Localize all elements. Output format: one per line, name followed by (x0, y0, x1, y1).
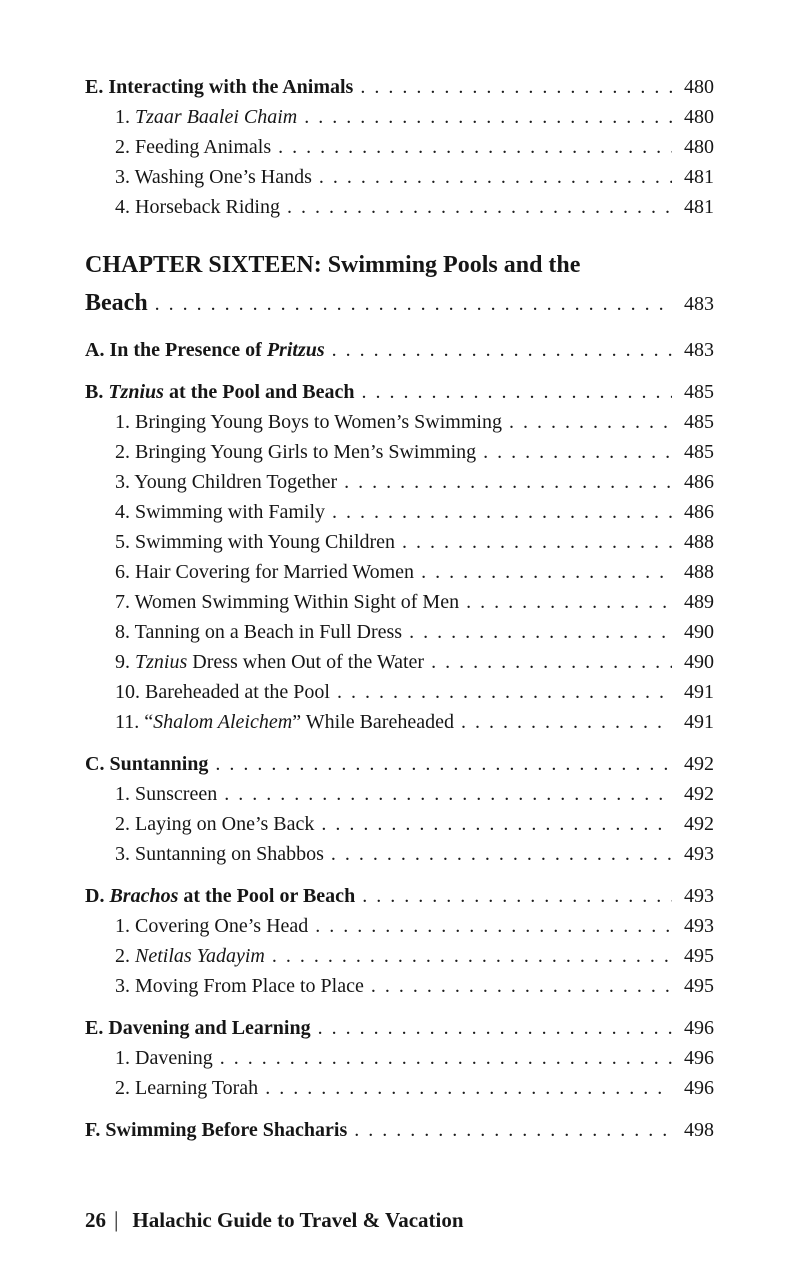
toc-page-number: 485 (684, 411, 714, 433)
toc-entry-title: 1. Davening (115, 1047, 213, 1069)
toc-entry (85, 284, 714, 323)
toc-entry-title: 8. Tanning on a Beach in Full Dress (115, 621, 403, 643)
toc-entry (85, 192, 714, 222)
toc-entry-title: 1. Covering One’s Head (115, 915, 309, 937)
toc-entry-title: 2. Learning Torah (115, 1077, 259, 1099)
toc-entry-title: 4. Horseback Riding (115, 196, 280, 218)
toc-entry (85, 467, 714, 497)
toc-entry (85, 881, 714, 911)
toc-entry-title: 3. Washing One’s Hands (115, 166, 312, 188)
dot-leader (354, 1115, 672, 1145)
toc-entry (85, 72, 714, 102)
toc-list (85, 72, 714, 1145)
dot-leader (466, 587, 672, 617)
dot-leader (272, 941, 672, 971)
toc-entry-title: 2. Bringing Young Girls to Men’s Swimming (115, 441, 477, 463)
toc-entry (85, 377, 714, 407)
toc-entry-title: 2. Laying on One’s Back (115, 813, 315, 835)
toc-entry (85, 587, 714, 617)
toc-entry (85, 971, 714, 1001)
dot-leader (362, 377, 673, 407)
dot-leader (318, 1013, 672, 1043)
toc-entry-title: A. In the Presence of Pritzus (85, 339, 325, 361)
dot-leader (421, 557, 672, 587)
dot-leader (360, 72, 672, 102)
toc-entry (85, 1013, 714, 1043)
toc-entry-title: 9. Tznius Dress when Out of the Water (115, 651, 425, 673)
toc-entry-title: 1. Sunscreen (115, 783, 218, 805)
toc-page-number: 488 (684, 561, 714, 583)
toc-entry (85, 941, 714, 971)
toc-entry-title: 2. Netilas Yadayim (115, 945, 265, 967)
dot-leader (304, 102, 672, 132)
toc-entry (85, 497, 714, 527)
dot-leader (483, 437, 672, 467)
toc-page-number: 486 (684, 471, 714, 493)
toc-entry-title: 3. Young Children Together (115, 471, 338, 493)
dot-leader (461, 707, 672, 737)
dot-leader (332, 497, 672, 527)
toc-entry-title: Beach (85, 290, 148, 316)
dot-leader (362, 881, 672, 911)
footer-page-number: 26 (85, 1208, 106, 1232)
toc-entry-title: B. Tznius at the Pool and Beach (85, 381, 355, 403)
toc-entry (85, 647, 714, 677)
toc-entry-title: 7. Women Swimming Within Sight of Men (115, 591, 460, 613)
toc-page-number: 496 (684, 1017, 714, 1039)
toc-entry (85, 527, 714, 557)
toc-entry (85, 1115, 714, 1145)
footer-separator: | (114, 1207, 119, 1232)
toc-page-number: 495 (684, 945, 714, 967)
toc-entry-title: E. Interacting with the Animals (85, 76, 354, 98)
dot-leader (220, 1043, 672, 1073)
toc-entry-title: 3. Moving From Place to Place (115, 975, 364, 997)
toc-entry (85, 102, 714, 132)
toc-entry-title: 4. Swimming with Family (115, 501, 326, 523)
dot-leader (215, 749, 672, 779)
toc-entry (85, 162, 714, 192)
toc-entry-title: 5. Swimming with Young Children (115, 531, 396, 553)
dot-leader (344, 467, 672, 497)
toc-entry (85, 911, 714, 941)
toc-page-number: 481 (684, 166, 714, 188)
toc-entry-title: F. Swimming Before Shacharis (85, 1119, 348, 1141)
toc-entry-title: 11. “Shalom Aleichem” While Bareheaded (115, 711, 454, 733)
toc-entry (85, 749, 714, 779)
toc-page-number: 485 (684, 381, 714, 403)
toc-page-number: 491 (684, 711, 714, 733)
toc-page-number: 481 (684, 196, 714, 218)
toc-page-number: 498 (684, 1119, 714, 1141)
toc-entry (85, 707, 714, 737)
toc-entry-title: 3. Suntanning on Shabbos (115, 843, 324, 865)
toc-page-number: 495 (684, 975, 714, 997)
dot-leader (319, 162, 672, 192)
toc-entry-title: D. Brachos at the Pool or Beach (85, 885, 356, 907)
dot-leader (431, 647, 672, 677)
toc-page-number: 480 (684, 136, 714, 158)
toc-entry-title: E. Davening and Learning (85, 1017, 311, 1039)
dot-leader (315, 911, 672, 941)
toc-entry-title: 6. Hair Covering for Married Women (115, 561, 415, 583)
toc-entry (85, 1073, 714, 1103)
toc-page-number: 483 (684, 293, 714, 315)
dot-leader (224, 779, 672, 809)
toc-page-number: 493 (684, 885, 714, 907)
toc-page-number: 490 (684, 621, 714, 643)
dot-leader (371, 971, 672, 1001)
page-footer (85, 1207, 714, 1233)
dot-leader (155, 284, 672, 323)
toc-page-number: 489 (684, 591, 714, 613)
dot-leader (337, 677, 672, 707)
toc-page-number: 486 (684, 501, 714, 523)
dot-leader (265, 1073, 672, 1103)
dot-leader (321, 809, 672, 839)
toc-page-number: 492 (684, 753, 714, 775)
toc-entry (85, 677, 714, 707)
toc-entry (85, 779, 714, 809)
toc-entry-title: CHAPTER SIXTEEN: Swimming Pools and the (85, 252, 581, 278)
toc-page-number: 492 (684, 783, 714, 805)
toc-page-number: 488 (684, 531, 714, 553)
toc-page-number: 483 (684, 339, 714, 361)
toc-entry (85, 1043, 714, 1073)
toc-entry (85, 246, 714, 284)
toc-page-number: 485 (684, 441, 714, 463)
toc-entry-title: 1. Bringing Young Boys to Women’s Swimming (115, 411, 502, 433)
toc-page-number: 492 (684, 813, 714, 835)
toc-entry (85, 839, 714, 869)
dot-leader (409, 617, 672, 647)
toc-entry-title: 1. Tzaar Baalei Chaim (115, 106, 298, 128)
toc-entry-title: C. Suntanning (85, 753, 209, 775)
toc-entry (85, 557, 714, 587)
toc-entry (85, 407, 714, 437)
toc-page-number: 493 (684, 915, 714, 937)
toc-page-number: 480 (684, 106, 714, 128)
toc-entry-title: 10. Bareheaded at the Pool (115, 681, 330, 703)
dot-leader (509, 407, 672, 437)
toc-entry (85, 335, 714, 365)
dot-leader (332, 335, 672, 365)
dot-leader (287, 192, 672, 222)
dot-leader (278, 132, 672, 162)
toc-entry-title: 2. Feeding Animals (115, 136, 272, 158)
dot-leader (331, 839, 672, 869)
toc-page-number: 496 (684, 1077, 714, 1099)
toc-page-number: 491 (684, 681, 714, 703)
toc-entry (85, 809, 714, 839)
footer-book-title: Halachic Guide to Travel & Vacation (132, 1208, 464, 1232)
toc-entry (85, 437, 714, 467)
toc-page-number: 490 (684, 651, 714, 673)
toc-entry (85, 132, 714, 162)
toc-entry (85, 617, 714, 647)
toc-page-number: 493 (684, 843, 714, 865)
toc-page-number: 480 (684, 76, 714, 98)
toc-page-number: 496 (684, 1047, 714, 1069)
dot-leader (402, 527, 672, 557)
